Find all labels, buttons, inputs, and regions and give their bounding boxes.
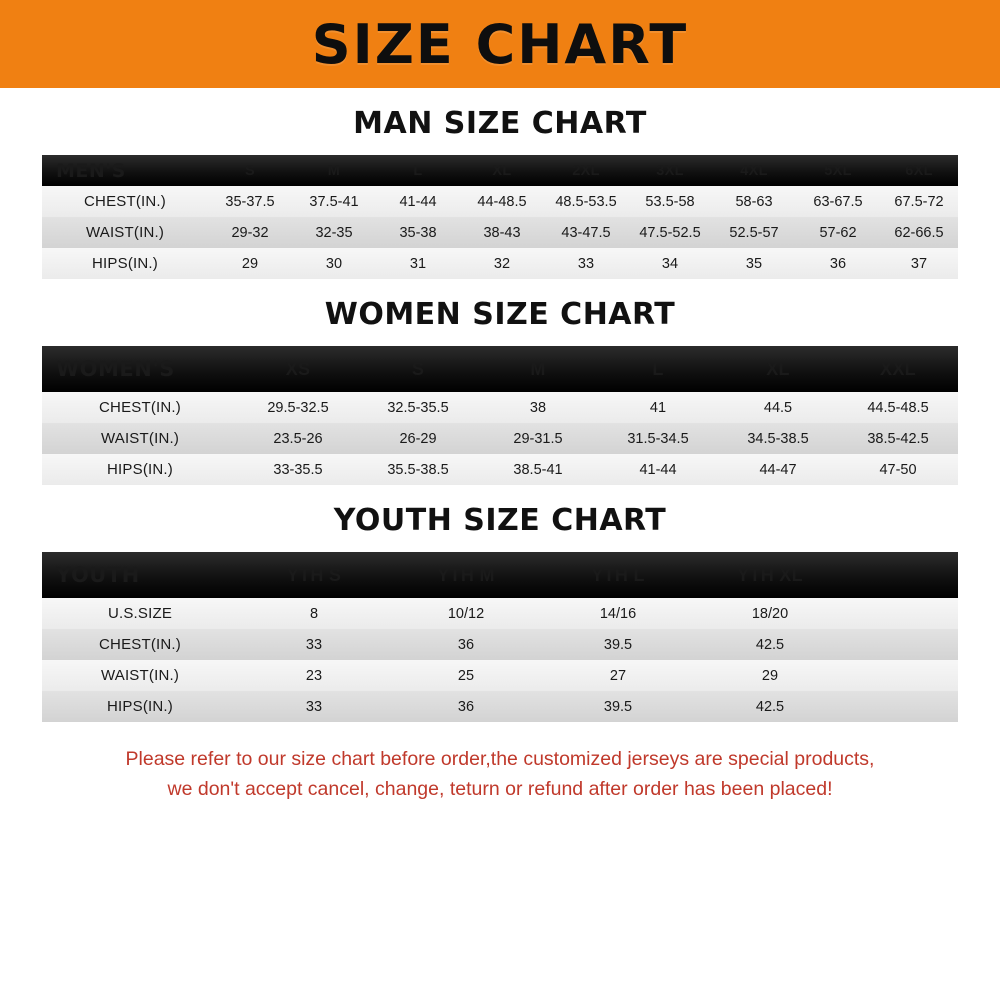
cell: 57-62 xyxy=(796,217,880,248)
cell: 18/20 xyxy=(694,598,846,629)
cell: 36 xyxy=(390,691,542,722)
cell: 37.5-41 xyxy=(292,186,376,217)
cell: 39.5 xyxy=(542,629,694,660)
cell: 48.5-53.5 xyxy=(544,186,628,217)
col-header: XXL xyxy=(838,346,958,392)
women-size-table xyxy=(42,346,958,485)
cell: 39.5 xyxy=(542,691,694,722)
page-title: SIZE CHART xyxy=(311,12,689,76)
men-size-table xyxy=(42,155,958,279)
cell: 42.5 xyxy=(694,691,846,722)
col-header: YTH S xyxy=(238,552,390,598)
table-row xyxy=(42,248,958,279)
cell: 31.5-34.5 xyxy=(598,423,718,454)
cell: 41-44 xyxy=(376,186,460,217)
table-row xyxy=(42,629,958,660)
cell: 33-35.5 xyxy=(238,454,358,485)
section-title-women: WOMEN SIZE CHART xyxy=(324,297,676,332)
col-header: XS xyxy=(238,346,358,392)
cell: 10/12 xyxy=(390,598,542,629)
cell: 38 xyxy=(478,392,598,423)
cell: 47-50 xyxy=(838,454,958,485)
cell: 8 xyxy=(238,598,390,629)
row-label: CHEST(IN.) xyxy=(42,186,208,217)
cell: 32.5-35.5 xyxy=(358,392,478,423)
table-row xyxy=(42,454,958,485)
cell: 23.5-26 xyxy=(238,423,358,454)
cell: 52.5-57 xyxy=(712,217,796,248)
cell: 32-35 xyxy=(292,217,376,248)
cell: 42.5 xyxy=(694,629,846,660)
col-header: XL xyxy=(718,346,838,392)
table-header-row xyxy=(42,346,958,392)
table-row xyxy=(42,691,958,722)
col-header: 6XL xyxy=(880,155,958,186)
cell: 67.5-72 xyxy=(880,186,958,217)
col-header: S xyxy=(208,155,292,186)
col-header: 4XL xyxy=(712,155,796,186)
cell: 53.5-58 xyxy=(628,186,712,217)
col-header: YOUTH xyxy=(42,552,238,598)
section-title-youth: YOUTH SIZE CHART xyxy=(333,503,667,538)
cell: 36 xyxy=(390,629,542,660)
row-label: CHEST(IN.) xyxy=(42,629,238,660)
row-label: HIPS(IN.) xyxy=(42,454,238,485)
cell: 43-47.5 xyxy=(544,217,628,248)
cell: 26-29 xyxy=(358,423,478,454)
cell-empty xyxy=(846,598,958,629)
col-header-empty xyxy=(846,552,958,598)
note-line-1: Please refer to our size chart before order,the customized jerseys are special products, xyxy=(125,748,875,770)
col-header: M xyxy=(292,155,376,186)
cell: 14/16 xyxy=(542,598,694,629)
col-header: YTH L xyxy=(542,552,694,598)
cell-empty xyxy=(846,691,958,722)
cell: 34 xyxy=(628,248,712,279)
col-header: M xyxy=(478,346,598,392)
cell: 47.5-52.5 xyxy=(628,217,712,248)
col-header: 5XL xyxy=(796,155,880,186)
cell: 38.5-41 xyxy=(478,454,598,485)
col-header: XL xyxy=(460,155,544,186)
cell: 41-44 xyxy=(598,454,718,485)
col-header: L xyxy=(376,155,460,186)
row-label: WAIST(IN.) xyxy=(42,660,238,691)
cell: 35.5-38.5 xyxy=(358,454,478,485)
row-label: WAIST(IN.) xyxy=(42,423,238,454)
section-men xyxy=(0,88,1000,279)
cell: 36 xyxy=(796,248,880,279)
section-women xyxy=(0,279,1000,485)
cell: 29 xyxy=(208,248,292,279)
col-header: S xyxy=(358,346,478,392)
col-header: YTH M xyxy=(390,552,542,598)
youth-size-table xyxy=(42,552,958,722)
section-title-men: MAN SIZE CHART xyxy=(353,106,647,141)
header-banner xyxy=(0,0,1000,88)
cell-empty xyxy=(846,660,958,691)
table-header-row xyxy=(42,552,958,598)
cell: 29.5-32.5 xyxy=(238,392,358,423)
table-row xyxy=(42,598,958,629)
cell: 30 xyxy=(292,248,376,279)
cell: 29 xyxy=(694,660,846,691)
table-row xyxy=(42,217,958,248)
cell: 29-32 xyxy=(208,217,292,248)
col-header: 2XL xyxy=(544,155,628,186)
table-row xyxy=(42,423,958,454)
cell: 33 xyxy=(238,691,390,722)
cell: 44.5-48.5 xyxy=(838,392,958,423)
cell: 33 xyxy=(544,248,628,279)
cell: 38-43 xyxy=(460,217,544,248)
cell: 62-66.5 xyxy=(880,217,958,248)
section-youth xyxy=(0,485,1000,722)
cell: 44.5 xyxy=(718,392,838,423)
cell: 33 xyxy=(238,629,390,660)
cell: 27 xyxy=(542,660,694,691)
cell: 37 xyxy=(880,248,958,279)
disclaimer-note xyxy=(0,744,1000,804)
col-header: MEN'S xyxy=(42,155,208,186)
cell: 23 xyxy=(238,660,390,691)
col-header: 3XL xyxy=(628,155,712,186)
cell: 34.5-38.5 xyxy=(718,423,838,454)
cell: 41 xyxy=(598,392,718,423)
table-row xyxy=(42,392,958,423)
cell: 32 xyxy=(460,248,544,279)
note-line-2: we don't accept cancel, change, teturn or refund after order has been placed! xyxy=(167,778,833,800)
row-label: HIPS(IN.) xyxy=(42,691,238,722)
table-header-row xyxy=(42,155,958,186)
col-header: YTH XL xyxy=(694,552,846,598)
cell: 44-48.5 xyxy=(460,186,544,217)
table-row xyxy=(42,186,958,217)
cell: 63-67.5 xyxy=(796,186,880,217)
cell: 35-37.5 xyxy=(208,186,292,217)
cell: 29-31.5 xyxy=(478,423,598,454)
row-label: U.S.SIZE xyxy=(42,598,238,629)
cell: 44-47 xyxy=(718,454,838,485)
cell-empty xyxy=(846,629,958,660)
cell: 31 xyxy=(376,248,460,279)
cell: 38.5-42.5 xyxy=(838,423,958,454)
row-label: WAIST(IN.) xyxy=(42,217,208,248)
col-header: L xyxy=(598,346,718,392)
col-header: WOMEN'S xyxy=(42,346,238,392)
cell: 35 xyxy=(712,248,796,279)
cell: 25 xyxy=(390,660,542,691)
row-label: CHEST(IN.) xyxy=(42,392,238,423)
table-row xyxy=(42,660,958,691)
row-label: HIPS(IN.) xyxy=(42,248,208,279)
cell: 35-38 xyxy=(376,217,460,248)
cell: 58-63 xyxy=(712,186,796,217)
